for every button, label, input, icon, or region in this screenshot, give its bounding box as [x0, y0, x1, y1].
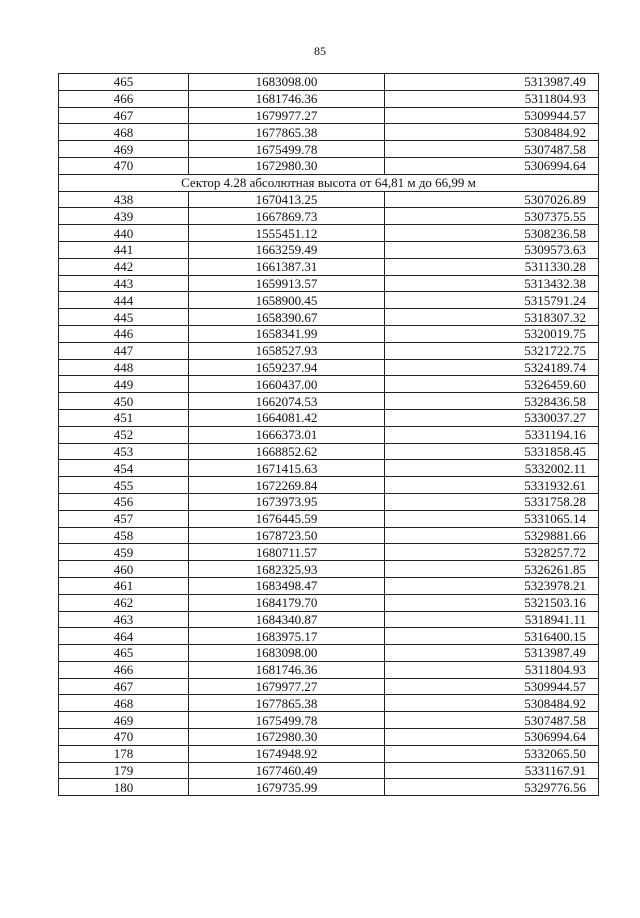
y-coordinate-cell: 5321722.75 — [385, 342, 599, 359]
point-number-cell: 443 — [59, 275, 189, 292]
point-number-cell: 449 — [59, 376, 189, 393]
point-number-cell: 450 — [59, 393, 189, 410]
x-coordinate-cell: 1683498.47 — [189, 577, 385, 594]
page-number: 85 — [314, 44, 326, 58]
y-coordinate-cell: 5328257.72 — [385, 544, 599, 561]
table-row — [59, 107, 599, 124]
x-coordinate-cell: 1670413.25 — [189, 191, 385, 208]
x-coordinate-cell: 1658390.67 — [189, 309, 385, 326]
point-number-cell: 459 — [59, 544, 189, 561]
y-coordinate-cell: 5323978.21 — [385, 577, 599, 594]
table-row — [59, 729, 599, 746]
point-number-cell: 469 — [59, 141, 189, 158]
point-number-cell: 461 — [59, 577, 189, 594]
x-coordinate-cell: 1684179.70 — [189, 594, 385, 611]
y-coordinate-cell: 5309944.57 — [385, 107, 599, 124]
y-coordinate-cell: 5315791.24 — [385, 292, 599, 309]
x-coordinate-cell: 1675499.78 — [189, 141, 385, 158]
x-coordinate-cell: 1683098.00 — [189, 645, 385, 662]
y-coordinate-cell: 5308484.92 — [385, 124, 599, 141]
y-coordinate-cell: 5331194.16 — [385, 426, 599, 443]
y-coordinate-cell: 5307487.58 — [385, 141, 599, 158]
y-coordinate-cell: 5307026.89 — [385, 191, 599, 208]
table-row — [59, 409, 599, 426]
point-number-cell: 447 — [59, 342, 189, 359]
point-number-cell: 444 — [59, 292, 189, 309]
point-number-cell: 179 — [59, 762, 189, 779]
point-number-cell: 464 — [59, 628, 189, 645]
y-coordinate-cell: 5332002.11 — [385, 460, 599, 477]
sector-header-row — [59, 174, 599, 191]
point-number-cell: 468 — [59, 124, 189, 141]
x-coordinate-cell: 1667869.73 — [189, 208, 385, 225]
y-coordinate-cell: 5320019.75 — [385, 325, 599, 342]
table-row — [59, 477, 599, 494]
x-coordinate-cell: 1659913.57 — [189, 275, 385, 292]
table-row — [59, 594, 599, 611]
x-coordinate-cell: 1672980.30 — [189, 729, 385, 746]
x-coordinate-cell: 1679735.99 — [189, 779, 385, 796]
y-coordinate-cell: 5326459.60 — [385, 376, 599, 393]
y-coordinate-cell: 5311804.93 — [385, 90, 599, 107]
point-number-cell: 465 — [59, 74, 189, 91]
y-coordinate-cell: 5313432.38 — [385, 275, 599, 292]
y-coordinate-cell: 5328436.58 — [385, 393, 599, 410]
table-row — [59, 577, 599, 594]
x-coordinate-cell: 1661387.31 — [189, 258, 385, 275]
x-coordinate-cell: 1680711.57 — [189, 544, 385, 561]
x-coordinate-cell: 1681746.36 — [189, 661, 385, 678]
point-number-cell: 448 — [59, 359, 189, 376]
y-coordinate-cell: 5307487.58 — [385, 712, 599, 729]
x-coordinate-cell: 1671415.63 — [189, 460, 385, 477]
x-coordinate-cell: 1677865.38 — [189, 124, 385, 141]
y-coordinate-cell: 5321503.16 — [385, 594, 599, 611]
x-coordinate-cell: 1673973.95 — [189, 493, 385, 510]
x-coordinate-cell: 1668852.62 — [189, 443, 385, 460]
sector-title: Сектор 4.28 абсолютная высота от 64,81 м до 66,99 м — [59, 174, 599, 191]
x-coordinate-cell: 1679977.27 — [189, 107, 385, 124]
x-coordinate-cell: 1676445.59 — [189, 510, 385, 527]
point-number-cell: 470 — [59, 729, 189, 746]
y-coordinate-cell: 5311330.28 — [385, 258, 599, 275]
table-row — [59, 191, 599, 208]
table-row — [59, 141, 599, 158]
x-coordinate-cell: 1658527.93 — [189, 342, 385, 359]
point-number-cell: 465 — [59, 645, 189, 662]
point-number-cell: 455 — [59, 477, 189, 494]
point-number-cell: 468 — [59, 695, 189, 712]
point-number-cell: 445 — [59, 309, 189, 326]
point-number-cell: 466 — [59, 90, 189, 107]
table-row — [59, 342, 599, 359]
coordinates-table-body — [59, 74, 599, 796]
table-row — [59, 544, 599, 561]
table-row — [59, 510, 599, 527]
y-coordinate-cell: 5331065.14 — [385, 510, 599, 527]
table-row — [59, 628, 599, 645]
x-coordinate-cell: 1683098.00 — [189, 74, 385, 91]
x-coordinate-cell: 1658341.99 — [189, 325, 385, 342]
y-coordinate-cell: 5309944.57 — [385, 678, 599, 695]
table-row — [59, 661, 599, 678]
table-row — [59, 645, 599, 662]
point-number-cell: 452 — [59, 426, 189, 443]
table-row — [59, 124, 599, 141]
table-row — [59, 443, 599, 460]
y-coordinate-cell: 5324189.74 — [385, 359, 599, 376]
table-row — [59, 376, 599, 393]
table-row — [59, 225, 599, 242]
x-coordinate-cell: 1663259.49 — [189, 241, 385, 258]
point-number-cell: 451 — [59, 409, 189, 426]
x-coordinate-cell: 1660437.00 — [189, 376, 385, 393]
y-coordinate-cell: 5329776.56 — [385, 779, 599, 796]
x-coordinate-cell: 1664081.42 — [189, 409, 385, 426]
table-row — [59, 779, 599, 796]
x-coordinate-cell: 1666373.01 — [189, 426, 385, 443]
point-number-cell: 441 — [59, 241, 189, 258]
x-coordinate-cell: 1684340.87 — [189, 611, 385, 628]
point-number-cell: 180 — [59, 779, 189, 796]
y-coordinate-cell: 5311804.93 — [385, 661, 599, 678]
point-number-cell: 453 — [59, 443, 189, 460]
y-coordinate-cell: 5318941.11 — [385, 611, 599, 628]
x-coordinate-cell: 1672269.84 — [189, 477, 385, 494]
point-number-cell: 458 — [59, 527, 189, 544]
table-row — [59, 460, 599, 477]
table-row — [59, 393, 599, 410]
y-coordinate-cell: 5308484.92 — [385, 695, 599, 712]
y-coordinate-cell: 5318307.32 — [385, 309, 599, 326]
x-coordinate-cell: 1662074.53 — [189, 393, 385, 410]
y-coordinate-cell: 5308236.58 — [385, 225, 599, 242]
point-number-cell: 460 — [59, 561, 189, 578]
y-coordinate-cell: 5306994.64 — [385, 157, 599, 174]
y-coordinate-cell: 5326261.85 — [385, 561, 599, 578]
y-coordinate-cell: 5330037.27 — [385, 409, 599, 426]
table-row — [59, 292, 599, 309]
table-row — [59, 561, 599, 578]
x-coordinate-cell: 1681746.36 — [189, 90, 385, 107]
x-coordinate-cell: 1683975.17 — [189, 628, 385, 645]
y-coordinate-cell: 5331167.91 — [385, 762, 599, 779]
y-coordinate-cell: 5331758.28 — [385, 493, 599, 510]
point-number-cell: 463 — [59, 611, 189, 628]
table-row — [59, 695, 599, 712]
table-row — [59, 745, 599, 762]
point-number-cell: 467 — [59, 107, 189, 124]
point-number-cell: 442 — [59, 258, 189, 275]
point-number-cell: 462 — [59, 594, 189, 611]
x-coordinate-cell: 1682325.93 — [189, 561, 385, 578]
x-coordinate-cell: 1659237.94 — [189, 359, 385, 376]
x-coordinate-cell: 1672980.30 — [189, 157, 385, 174]
point-number-cell: 439 — [59, 208, 189, 225]
point-number-cell: 470 — [59, 157, 189, 174]
y-coordinate-cell: 5307375.55 — [385, 208, 599, 225]
table-row — [59, 208, 599, 225]
table-row — [59, 527, 599, 544]
table-row — [59, 275, 599, 292]
x-coordinate-cell: 1675499.78 — [189, 712, 385, 729]
x-coordinate-cell: 1555451.12 — [189, 225, 385, 242]
y-coordinate-cell: 5309573.63 — [385, 241, 599, 258]
y-coordinate-cell: 5329881.66 — [385, 527, 599, 544]
point-number-cell: 456 — [59, 493, 189, 510]
table-row — [59, 157, 599, 174]
table-row — [59, 678, 599, 695]
point-number-cell: 446 — [59, 325, 189, 342]
y-coordinate-cell: 5313987.49 — [385, 645, 599, 662]
x-coordinate-cell: 1677865.38 — [189, 695, 385, 712]
x-coordinate-cell: 1677460.49 — [189, 762, 385, 779]
y-coordinate-cell: 5306994.64 — [385, 729, 599, 746]
table-row — [59, 90, 599, 107]
table-row — [59, 241, 599, 258]
point-number-cell: 438 — [59, 191, 189, 208]
table-row — [59, 762, 599, 779]
table-row — [59, 325, 599, 342]
table-row — [59, 359, 599, 376]
table-row — [59, 258, 599, 275]
coordinates-table — [58, 73, 599, 796]
x-coordinate-cell: 1679977.27 — [189, 678, 385, 695]
y-coordinate-cell: 5313987.49 — [385, 74, 599, 91]
x-coordinate-cell: 1658900.45 — [189, 292, 385, 309]
point-number-cell: 440 — [59, 225, 189, 242]
table-row — [59, 611, 599, 628]
y-coordinate-cell: 5316400.15 — [385, 628, 599, 645]
y-coordinate-cell: 5331932.61 — [385, 477, 599, 494]
table-row — [59, 309, 599, 326]
point-number-cell: 467 — [59, 678, 189, 695]
point-number-cell: 457 — [59, 510, 189, 527]
y-coordinate-cell: 5331858.45 — [385, 443, 599, 460]
x-coordinate-cell: 1674948.92 — [189, 745, 385, 762]
point-number-cell: 454 — [59, 460, 189, 477]
table-row — [59, 426, 599, 443]
point-number-cell: 469 — [59, 712, 189, 729]
table-row — [59, 74, 599, 91]
point-number-cell: 178 — [59, 745, 189, 762]
table-row — [59, 493, 599, 510]
y-coordinate-cell: 5332065.50 — [385, 745, 599, 762]
x-coordinate-cell: 1678723.50 — [189, 527, 385, 544]
point-number-cell: 466 — [59, 661, 189, 678]
table-row — [59, 712, 599, 729]
